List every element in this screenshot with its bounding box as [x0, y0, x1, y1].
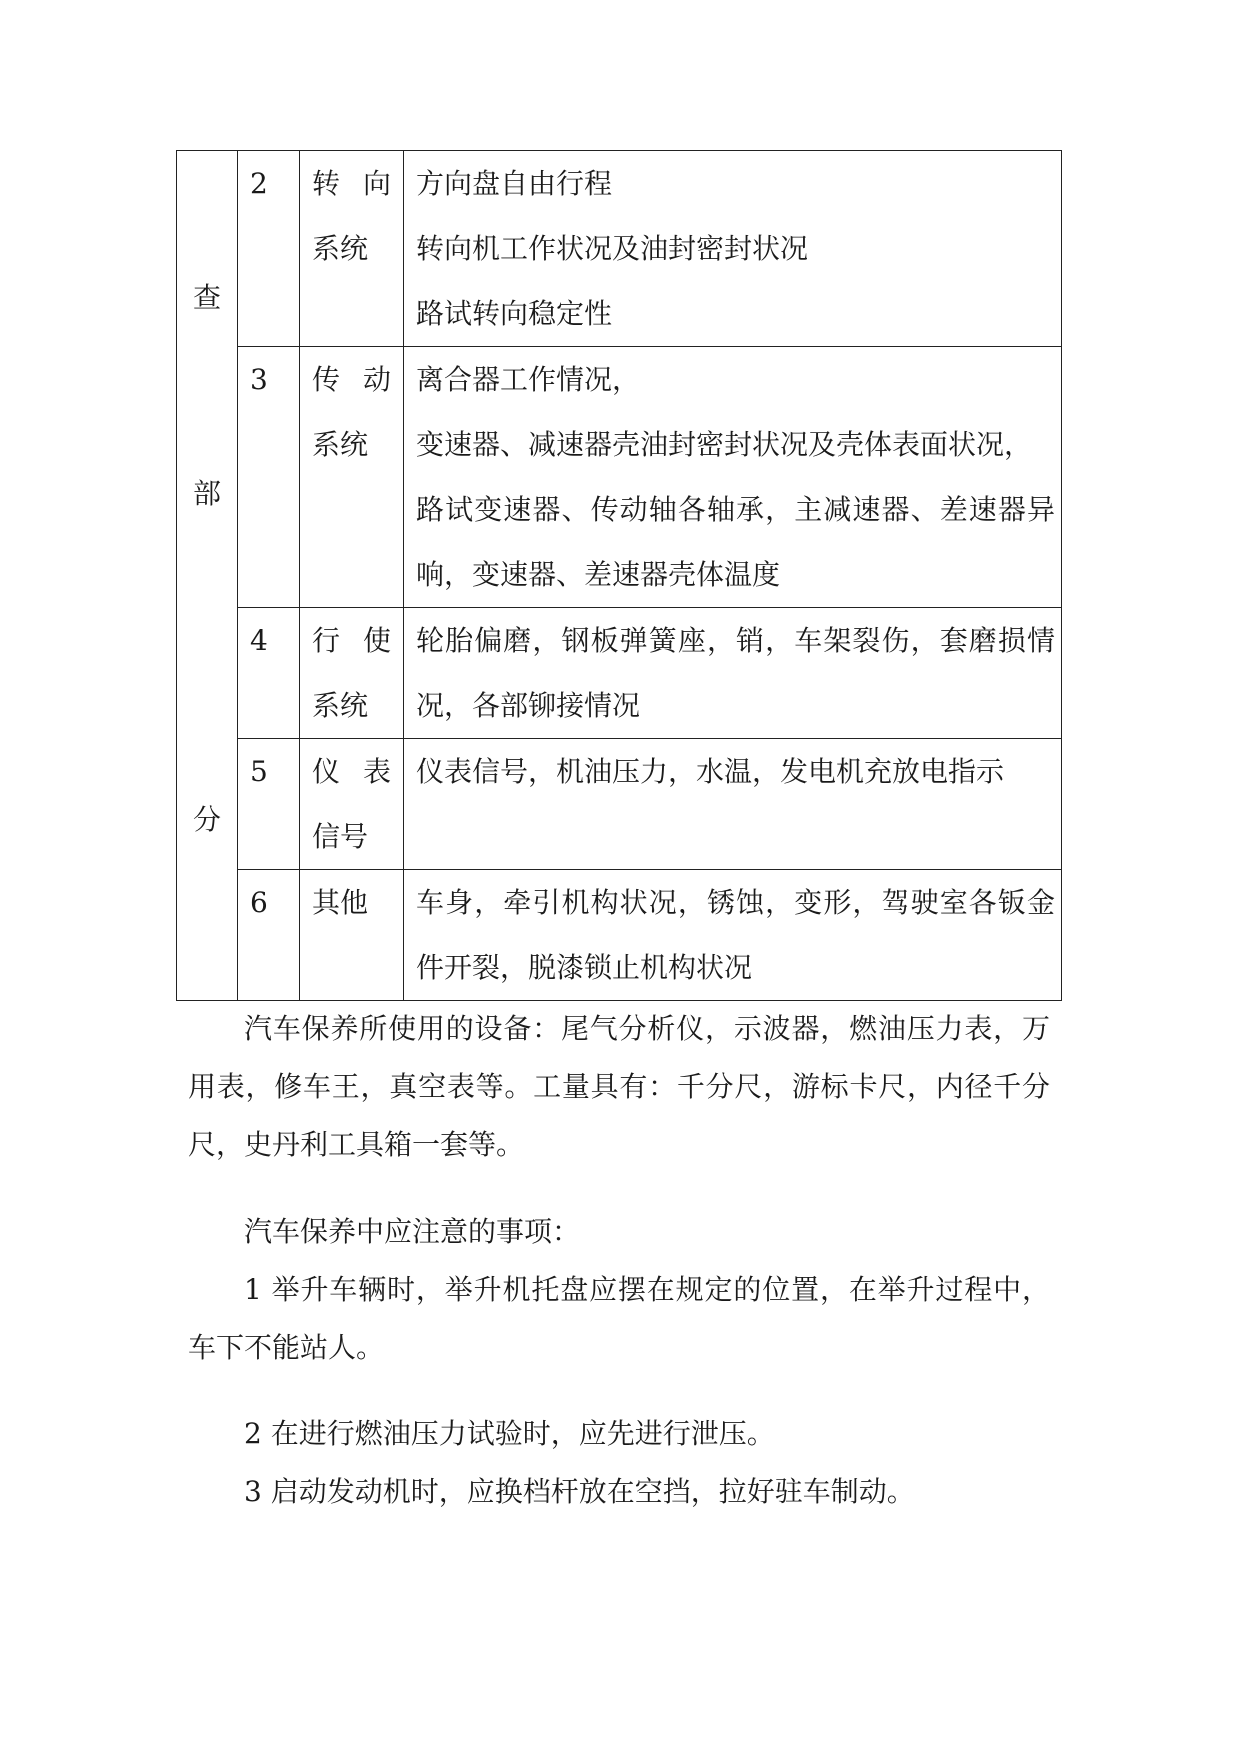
inspection-item: 离合器工作情况， [416, 363, 641, 396]
inspection-items-cell [404, 870, 1062, 1001]
table-row [177, 151, 1062, 347]
table-row [177, 347, 1062, 608]
system-name-cell [300, 608, 404, 739]
inspection-items-cell [404, 347, 1062, 608]
system-name-part: 传 [312, 363, 341, 396]
section-label-char: 部 [192, 477, 221, 510]
inspection-table [176, 150, 1062, 1001]
table-row [177, 608, 1062, 739]
row-number: 6 [238, 870, 300, 1001]
note-item: 1 举升车辆时，举升机托盘应摆在规定的位置，在举升过程中，车下不能站人。 [188, 1273, 1050, 1364]
inspection-item: 转向机工作状况及油封密封状况 [416, 232, 809, 265]
inspection-item: 变速器、减速器壳油封密封状况及壳体表面状况， [416, 428, 1033, 461]
section-label-cell [177, 151, 238, 1001]
section-label-char: 查 [192, 281, 221, 314]
system-name-part: 动 [362, 363, 391, 396]
inspection-item: 车身，牵引机构状况，锈蚀，变形，驾驶室各钣金件开裂，脱漆锁止机构状况 [416, 886, 1055, 984]
row-number: 4 [238, 608, 300, 739]
system-name-cell [300, 151, 404, 347]
system-name-part: 转 [312, 167, 341, 200]
table-row [177, 870, 1062, 1001]
system-name-part: 系统 [312, 689, 369, 722]
inspection-item: 方向盘自由行程 [416, 167, 613, 200]
system-name-part: 向 [362, 167, 391, 200]
system-name-cell [300, 347, 404, 608]
system-name-part: 其他 [312, 886, 369, 919]
inspection-item: 仪表信号，机油压力，水温，发电机充放电指示 [416, 755, 1005, 788]
row-number: 2 [238, 151, 300, 347]
inspection-item: 路试转向稳定性 [416, 297, 613, 330]
system-name-part: 表 [362, 755, 391, 788]
row-number: 5 [238, 739, 300, 870]
system-name-part: 行 [312, 624, 341, 657]
row-number: 3 [238, 347, 300, 608]
system-name-cell [300, 739, 404, 870]
inspection-items-cell [404, 151, 1062, 347]
equipment-paragraph: 汽车保养所使用的设备：尾气分析仪，示波器，燃油压力表，万用表，修车王，真空表等。工量具有：千分尺，游标卡尺，内径千分尺，史丹利工具箱一套等。 [188, 1012, 1050, 1161]
system-name-part: 信号 [312, 820, 369, 853]
system-name-part: 使 [362, 624, 391, 657]
note-item: 3 启动发动机时，应换档杆放在空挡，拉好驻车制动。 [244, 1475, 915, 1508]
inspection-item: 轮胎偏磨，钢板弹簧座，销，车架裂伤，套磨损情况，各部铆接情况 [416, 624, 1055, 722]
notes-title: 汽车保养中应注意的事项： [244, 1215, 581, 1248]
system-name-part: 系统 [312, 428, 369, 461]
inspection-items-cell [404, 608, 1062, 739]
inspection-item: 路试变速器、传动轴各轴承，主减速器、差速器异响，变速器、差速器壳体温度 [416, 493, 1055, 591]
system-name-part: 仪 [312, 755, 341, 788]
system-name-cell [300, 870, 404, 1001]
section-label-char: 分 [192, 803, 221, 836]
inspection-items-cell [404, 739, 1062, 870]
system-name-part: 系统 [312, 232, 369, 265]
note-item: 2 在进行燃油压力试验时，应先进行泄压。 [244, 1417, 775, 1450]
table-row [177, 739, 1062, 870]
